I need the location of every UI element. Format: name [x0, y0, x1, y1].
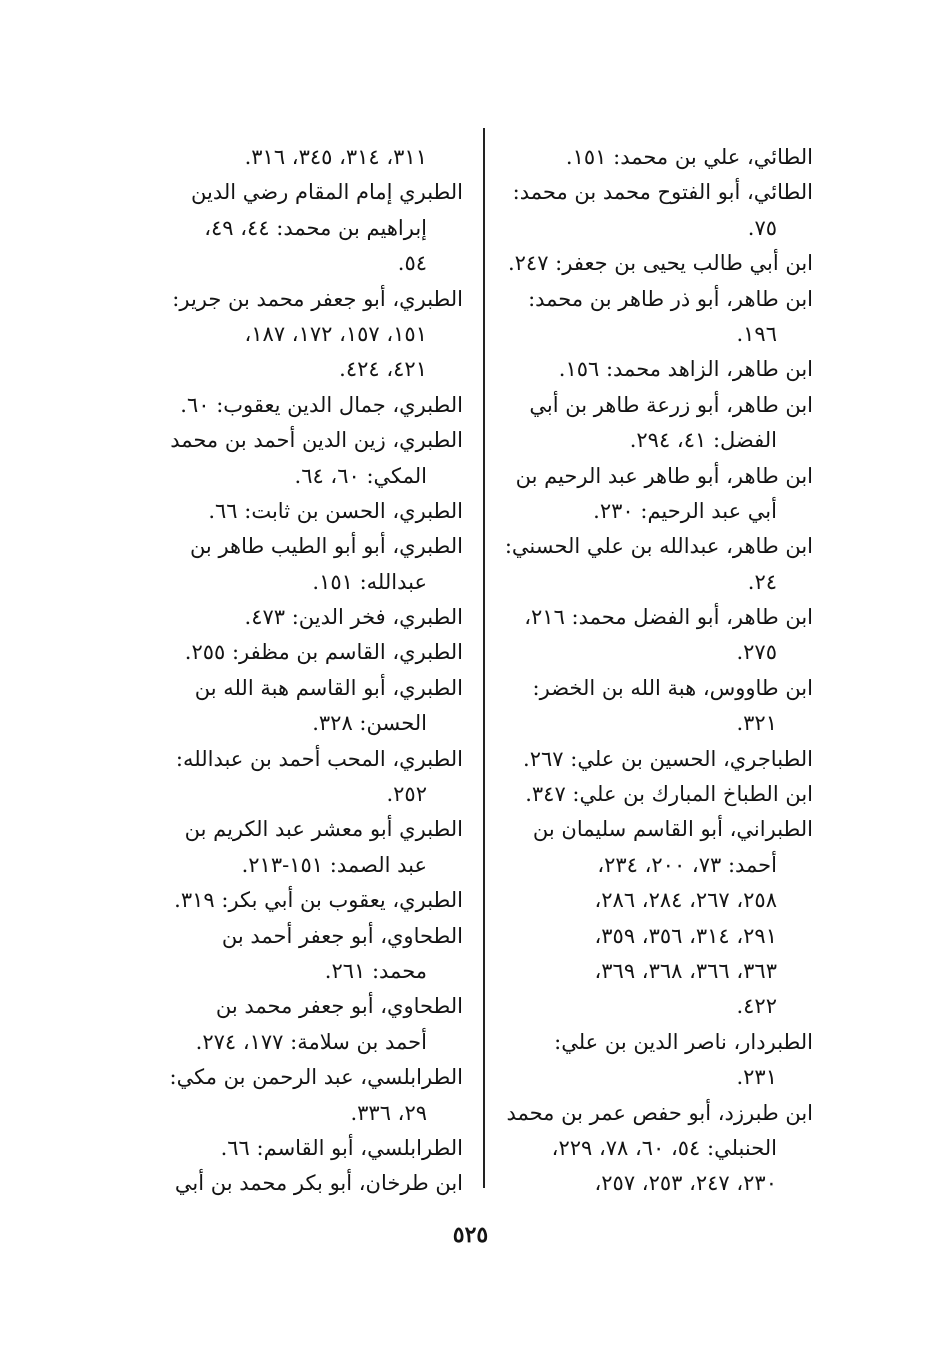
index-entry-line: ٢٩١، ٣١٤، ٣٥٦، ٣٥٩،: [594, 923, 777, 948]
index-entry-line: ابن طاهر، أبو زرعة طاهر بن أبي: [529, 392, 813, 417]
index-entry-line: ابن طاهر، أبو طاهر عبد الرحيم بن: [515, 463, 813, 488]
index-entry-line: أبي عبد الرحيم: ٢٣٠.: [593, 498, 777, 523]
index-entry-line: الطبري، أبو أبو الطيب طاهر بن: [189, 534, 463, 559]
index-entry-line: ابن طاهر، أبو الفضل محمد: ٢١٦،: [524, 605, 813, 630]
index-entry-line: عبد الصمد: ١٥١-٢١٣.: [241, 852, 427, 877]
index-entry-line: ابن طاهر، أبو ذر طاهر بن محمد:: [528, 286, 813, 311]
index-entry-line: ٢٩، ٣٣٦.: [350, 1100, 427, 1125]
index-entry-line: ٢٥٢.: [386, 782, 427, 807]
index-entry-line: ٣١١، ٣١٤، ٣٤٥، ٣١٦.: [244, 145, 427, 169]
index-entry-line: الطائي، أبو الفتوح محمد بن محمد:: [512, 180, 813, 205]
index-entry-line: ٢٥٨، ٢٦٧، ٢٨٤، ٢٨٦،: [594, 888, 777, 913]
index-entry-line: الطبراني، أبو القاسم سليمان بن: [532, 817, 813, 842]
index-entry-line: عبدالله: ١٥١.: [312, 569, 427, 594]
index-entry-line: ابن طبرزد، أبو حفص عمر بن محمد: [506, 1100, 813, 1125]
index-entry-line: الحنبلي: ٥٤، ٦٠، ٧٨، ٢٢٩،: [551, 1135, 777, 1160]
index-column-right: [504, 140, 813, 1202]
index-entry-line: ابن طاووس، هبة الله بن الخضر:: [532, 675, 813, 700]
index-entry-line: ٣٢١.: [736, 711, 777, 736]
index-entry-line: ٧٥.: [747, 215, 777, 240]
index-entry-line: ٤٢٢.: [736, 994, 777, 1019]
index-entry-line: الطبري، جمال الدين يعقوب: ٦٠.: [180, 392, 463, 417]
index-entry-line: الطبري، فخر الدين: ٤٧٣.: [244, 605, 463, 630]
index-entry-line: ٢٣١.: [736, 1065, 777, 1090]
index-entry-line: ٢٧٥.: [736, 640, 777, 665]
index-entry-line: الطحاوي، أبو جعفر محمد بن: [215, 994, 463, 1019]
index-entry-line: ١٩٦.: [736, 321, 777, 346]
index-entry-line: ٤٢١، ٤٢٤.: [339, 357, 427, 382]
index-entry-line: الطبري، يعقوب بن أبي بكر: ٣١٩.: [174, 888, 463, 913]
index-entry-line: الطبري، القاسم بن مظفر: ٢٥٥.: [184, 640, 463, 665]
index-entry-line: ٢٣٠، ٢٤٧، ٢٥٣، ٢٥٧،: [594, 1171, 777, 1196]
index-entry-line: ٢٤.: [747, 569, 777, 594]
index-entry-line: الطبري، زين الدين أحمد بن محمد: [170, 428, 463, 453]
index-entry-line: ابن طاهر، عبدالله بن علي الحسني:: [504, 534, 813, 559]
page-number: ٥٢٥: [452, 1222, 489, 1248]
index-entry-line: الطبري، الحسن بن ثابت: ٦٦.: [208, 498, 463, 523]
index-entry-line: ٥٤.: [397, 251, 427, 276]
index-entry-line: الحسن: ٣٢٨.: [312, 711, 427, 736]
index-entry-line: الفضل: ٤١، ٢٩٤.: [629, 428, 777, 453]
index-entry-line: ابن أبي طالب يحيى بن جعفر: ٢٤٧.: [507, 251, 813, 276]
index-entry-line: الطبري أبو معشر عبد الكريم بن: [184, 817, 463, 842]
index-entry-line: ابن طاهر، الزاهد محمد: ١٥٦.: [558, 357, 813, 382]
index-entry-line: محمد: ٢٦١.: [324, 958, 427, 983]
index-entry-line: الطائي، علي بن محمد: ١٥١.: [565, 145, 813, 169]
index-entry-line: المكي: ٦٠، ٦٤.: [294, 463, 427, 488]
index-entry-line: الطرابلسي، أبو القاسم: ٦٦.: [220, 1135, 463, 1160]
column-divider: [483, 128, 485, 1188]
index-entry-line: ١٥١، ١٥٧، ١٧٢، ١٨٧،: [244, 321, 427, 346]
index-entry-line: ابن طرخان، أبو بكر محمد بن أبي: [174, 1171, 463, 1196]
index-entry-line: الطرابلسي، عبد الرحمن بن مكي:: [169, 1065, 463, 1090]
index-entry-line: الطبري، المحب أحمد بن عبدالله:: [175, 746, 463, 771]
index-entry-line: الطبري، أبو جعفر محمد بن جرير:: [172, 286, 463, 311]
index-entry-line: ابن الطباخ المبارك بن علي: ٣٤٧.: [525, 782, 813, 807]
index-entry-line: إبراهيم بن محمد: ٤٤، ٤٩،: [204, 215, 427, 240]
index-entry-line: الطبري، أبو القاسم هبة الله بن: [194, 675, 463, 700]
index-entry-line: الطباجري، الحسين بن علي: ٢٦٧.: [523, 746, 813, 771]
index-entry-line: أحمد بن سلامة: ١٧٧، ٢٧٤.: [195, 1029, 427, 1054]
index-entry-line: ٣٦٣، ٣٦٦، ٣٦٨، ٣٦٩،: [594, 958, 777, 983]
index-entry-line: الطبري إمام المقام رضي الدين: [191, 180, 463, 205]
index-entry-line: أحمد: ٧٣، ٢٠٠، ٢٣٤،: [597, 852, 777, 877]
index-entry-line: الطحاوي، أبو جعفر أحمد بن: [221, 923, 463, 948]
index-entry-line: الطبردار، ناصر الدين بن علي:: [554, 1029, 813, 1054]
index-column-left: [160, 140, 463, 1202]
